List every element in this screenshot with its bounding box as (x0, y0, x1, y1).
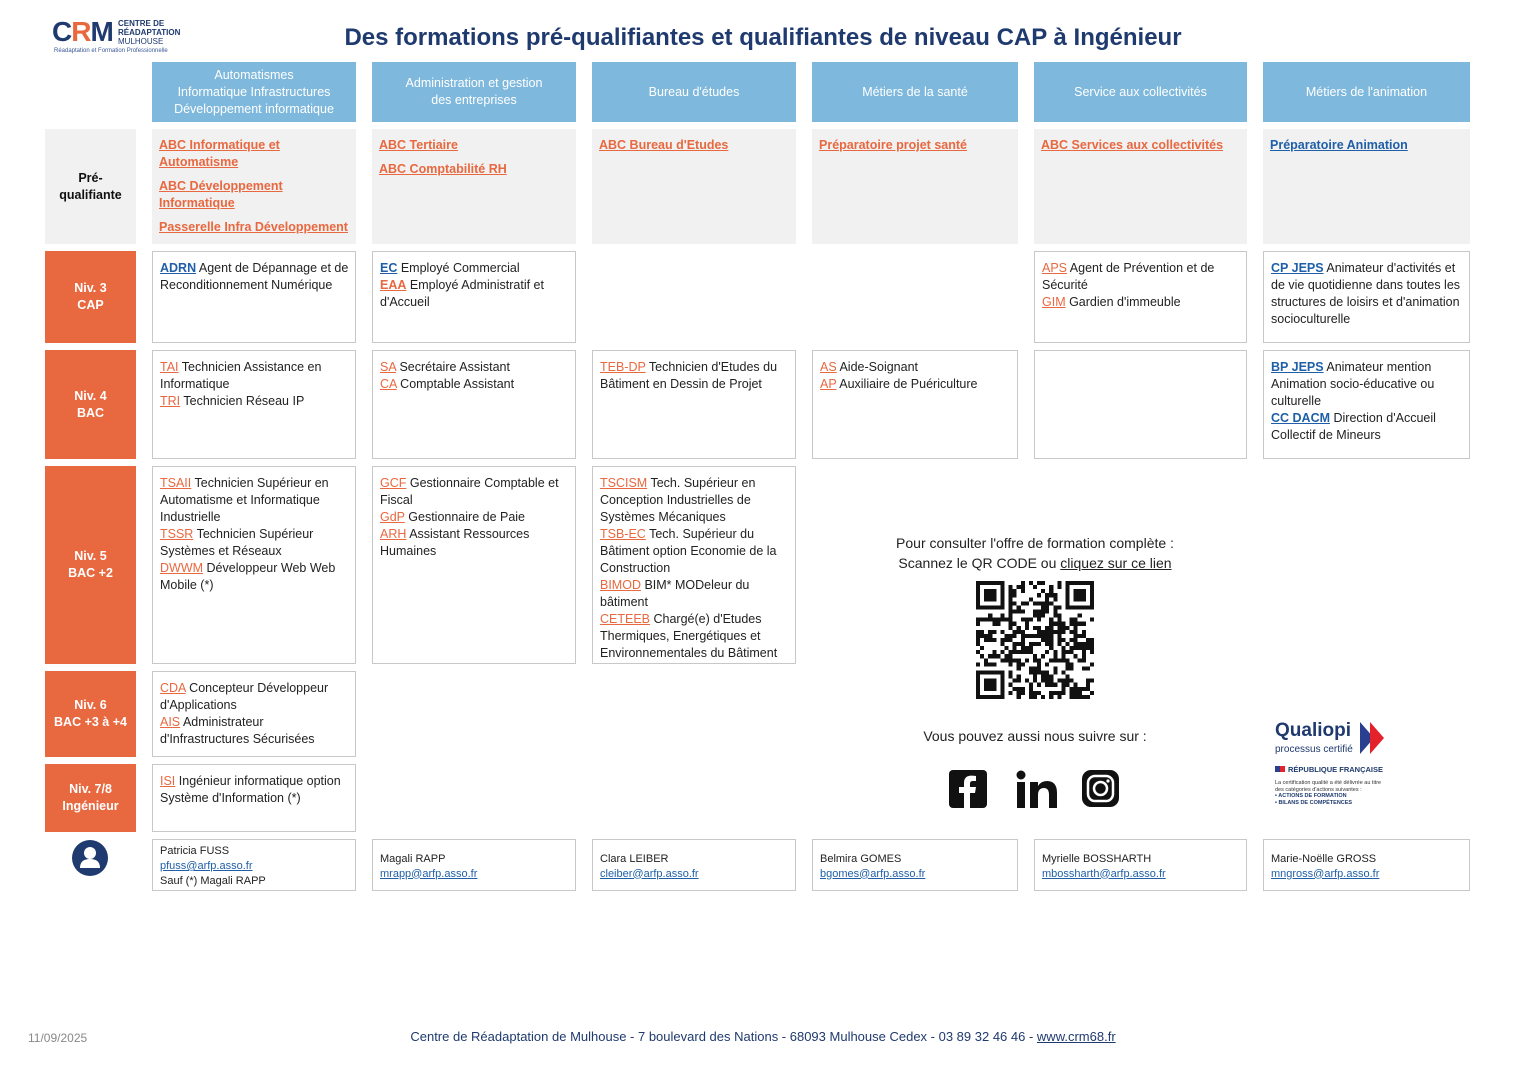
qr-line2: Scannez le QR CODE ou (898, 555, 1061, 571)
row-header-niv7: Niv. 7/8 Ingénieur (45, 764, 136, 832)
contact-name: Belmira GOMES (820, 852, 902, 865)
link-abc-tertiaire[interactable]: ABC Tertiaire (379, 138, 458, 152)
entry-text: Chargé(e) d'Etudes Thermiques, Energétiques et Environnementales du Bâtiment (600, 612, 778, 660)
page-title: Des formations pré-qualifiantes et qualifiantes de niveau CAP à Ingénieur (344, 24, 1182, 51)
person-icon (72, 840, 108, 876)
entry-text: Direction d'Accueil Collectif de Mineurs (1271, 411, 1436, 442)
code-link[interactable]: TAI (160, 360, 179, 374)
entry-text: Ingénieur informatique option Système d'Information (*) (160, 774, 341, 805)
contact-card-4 (812, 839, 1018, 891)
contact-card-5 (1034, 839, 1247, 891)
n4-cell-sante (812, 350, 1018, 459)
entry-text: Technicien Supérieur Systèmes et Réseaux (160, 527, 314, 558)
pre-cell-bureau-etudes (592, 129, 796, 244)
link-abc-services[interactable]: ABC Services aux collectivités (1041, 138, 1224, 152)
entry-text: Employé Administratif et d'Accueil (380, 278, 544, 309)
code-link[interactable]: DWWM (160, 561, 204, 575)
social-caption: Vous pouvez aussi nous suivre sur : (923, 728, 1147, 744)
n3-cell-automatismes (152, 251, 356, 343)
qr-link[interactable]: cliquez sur ce lien (1060, 555, 1172, 571)
code-link[interactable]: ADRN (160, 261, 197, 275)
entry-text: Gestionnaire de Paie (404, 510, 526, 524)
entry-text: Administrateur d'Infrastructures Sécurisées (160, 715, 315, 746)
column-header-animation: Métiers de l'animation (1263, 62, 1470, 122)
entry-as (820, 359, 1011, 376)
code-link[interactable]: GIM (1042, 295, 1066, 309)
contact-email[interactable]: pfuss@arfp.asso.fr (160, 860, 253, 872)
entry-teb-dp (600, 359, 789, 393)
contact-note: Sauf (*) Magali RAPP (160, 875, 266, 887)
logo-line3: MULHOUSE (118, 37, 164, 46)
facebook-icon[interactable] (949, 770, 987, 808)
n5-cell-administration (372, 466, 576, 664)
contact-card-2 (372, 839, 576, 891)
column-header-automatismes: Automatismes Informatique Infrastructures Développement informatique (152, 62, 356, 122)
n5-cell-automatismes (152, 466, 356, 664)
qualiopi-note: La certification qualité a été délivrée au titre des catégories d'actions suivantes : • ACTIONS DE FORMATION • BILANS DE COMPÉTENCES (1275, 780, 1382, 806)
logo-line1: CENTRE DE (118, 19, 165, 28)
qualiopi-arrows-icon (1360, 722, 1394, 754)
logo-tagline: Réadaptation et Formation Professionnelle (54, 48, 168, 54)
n3-cell-animation (1263, 251, 1470, 343)
row-header-niv6: Niv. 6 BAC +3 à +4 (45, 671, 136, 757)
entry-tai (160, 359, 349, 393)
entry-text: Assistant Ressources Humaines (380, 527, 530, 558)
entry-text: Technicien Supérieur en Automatisme et Informatique Industrielle (160, 476, 329, 524)
n4-cell-bureau-etudes (592, 350, 796, 459)
n4-cell-administration (372, 350, 576, 459)
row-header-niv4: Niv. 4 BAC (45, 350, 136, 459)
n3-cell-administration (372, 251, 576, 343)
qualiopi-logo (1272, 720, 1412, 815)
entry-text: Concepteur Développeur d'Applications (160, 681, 329, 712)
pre-cell-automatismes (152, 129, 356, 244)
entry-gcf (380, 475, 569, 509)
entry-tssr (160, 526, 349, 560)
contact-email[interactable]: bgomes@arfp.asso.fr (820, 867, 926, 880)
entry-text: Technicien Réseau IP (180, 394, 305, 408)
n3-cell-collectivites (1034, 251, 1247, 343)
qualiopi-sub: processus certifié (1275, 744, 1353, 755)
entry-cda (160, 680, 349, 714)
entry-text: Auxiliaire de Puériculture (836, 377, 978, 391)
entry-ceteeb (600, 611, 789, 662)
entry-aps (1042, 260, 1240, 294)
code-link[interactable]: TEB-DP (600, 360, 646, 374)
entry-sa (380, 359, 569, 376)
n4-cell-collectivites (1034, 350, 1247, 459)
row-header-niv5: Niv. 5 BAC +2 (45, 466, 136, 664)
footer-website-link[interactable]: www.crm68.fr (1036, 1029, 1116, 1044)
row-header-niv3: Niv. 3 CAP (45, 251, 136, 343)
qr-code[interactable] (976, 581, 1094, 699)
code-link[interactable]: CA (380, 377, 397, 391)
entry-text: Technicien Assistance en Informatique (160, 360, 322, 391)
entry-tsaii (160, 475, 349, 526)
code-link[interactable]: TSSR (160, 527, 194, 541)
code-link[interactable]: EAA (380, 278, 407, 292)
contact-name: Marie-Noëlle GROSS (1271, 852, 1377, 865)
contact-email[interactable]: mngross@arfp.asso.fr (1271, 867, 1380, 880)
contact-card-3 (592, 839, 796, 891)
code-link[interactable]: AIS (160, 715, 181, 729)
code-link[interactable]: CP JEPS (1271, 261, 1324, 275)
code-link[interactable]: GdP (380, 510, 405, 524)
code-link[interactable]: APS (1042, 261, 1068, 275)
entry-bp-jeps (1271, 359, 1463, 410)
entry-bimod (600, 577, 789, 611)
pre-cell-sante (812, 129, 1018, 244)
n6-cell-automatismes (152, 671, 356, 757)
code-link[interactable]: CDA (160, 681, 186, 695)
code-link[interactable]: GCF (380, 476, 407, 490)
link-abc-informatique[interactable]: ABC Informatique et Automatisme (159, 138, 280, 169)
pre-cell-animation (1263, 129, 1470, 244)
link-abc-bureau-etudes[interactable]: ABC Bureau d'Etudes (599, 138, 729, 152)
link-abc-developpement[interactable]: ABC Développement Informatique (159, 179, 283, 210)
qr-line1: Pour consulter l'offre de formation complète : (896, 535, 1174, 551)
code-link[interactable]: BP JEPS (1271, 360, 1324, 374)
n4-cell-animation (1263, 350, 1470, 459)
entry-text: Développeur Web Web Mobile (*) (160, 561, 336, 592)
code-link[interactable]: AP (820, 377, 837, 391)
contact-name: Myrielle BOSSHARTH (1042, 852, 1152, 865)
entry-tsb-ec (600, 526, 789, 577)
entry-dwwm (160, 560, 349, 594)
link-preparatoire-animation[interactable]: Préparatoire Animation (1270, 138, 1408, 152)
entry-text: Tech. Supérieur en Conception Industrielles de Systèmes Mécaniques (600, 476, 756, 524)
qualiopi-rf: RÉPUBLIQUE FRANÇAISE (1275, 765, 1383, 774)
contact-name: Patricia FUSS (160, 845, 230, 857)
link-preparatoire-sante[interactable]: Préparatoire projet santé (819, 138, 967, 152)
entry-tscism (600, 475, 789, 526)
contact-card-6 (1263, 839, 1470, 891)
entry-text: Agent de Prévention et de Sécurité (1042, 261, 1215, 292)
code-link[interactable]: ARH (380, 527, 407, 541)
logo-line2: RÉADAPTATION (118, 28, 181, 37)
entry-text: Technicien d'Etudes du Bâtiment en Dessin de Projet (600, 360, 778, 391)
code-link[interactable]: CC DACM (1271, 411, 1331, 425)
contact-card-1 (152, 839, 356, 891)
entry-isi (160, 773, 349, 807)
footer-date: 11/09/2025 (28, 1031, 88, 1045)
code-link[interactable]: TSB-EC (600, 527, 646, 541)
link-abc-comptabilite[interactable]: ABC Comptabilité RH (379, 162, 507, 176)
contact-email[interactable]: mbossharth@arfp.asso.fr (1042, 867, 1166, 880)
code-link[interactable]: CETEEB (600, 612, 651, 626)
contact-name: Clara LEIBER (600, 852, 669, 865)
entry-text: Animateur mention Animation socio-éducative ou culturelle (1271, 360, 1435, 408)
entry-text: Animateur d'activités et de vie quotidienne dans toutes les structures de loisirs et d'animation socioculturelle (1271, 261, 1461, 326)
code-link[interactable]: TSAII (160, 476, 192, 490)
qualiopi-brand: Qualiopi (1275, 720, 1351, 741)
entry-text: Comptable Assistant (396, 377, 515, 391)
footer-address (0, 1029, 1526, 1044)
entry-ap (820, 376, 1011, 393)
n4-cell-automatismes (152, 350, 356, 459)
column-header-administration: Administration et gestion des entreprises (372, 62, 576, 122)
logo-brand: CRM (52, 16, 113, 47)
code-link[interactable]: TSCISM (600, 476, 648, 490)
entry-text: BIM* MODeleur du bâtiment (600, 578, 750, 609)
footer-text: Centre de Réadaptation de Mulhouse - 7 boulevard des Nations - 68093 Mulhouse Cedex - 03 89 32 46 46 - (410, 1029, 1037, 1044)
entry-cp-jeps (1271, 260, 1463, 328)
code-link[interactable]: TRI (160, 394, 181, 408)
column-header-collectivites: Service aux collectivités (1034, 62, 1247, 122)
code-link[interactable]: AS (820, 360, 837, 374)
entry-text: Gardien d'immeuble (1065, 295, 1181, 309)
column-header-bureau-etudes: Bureau d'études (592, 62, 796, 122)
contact-email[interactable]: mrapp@arfp.asso.fr (380, 867, 478, 880)
link-passerelle-infra[interactable]: Passerelle Infra Développement (159, 220, 348, 234)
entry-arh (380, 526, 569, 560)
linkedin-icon[interactable] (1016, 770, 1058, 808)
pre-cell-collectivites (1034, 129, 1247, 244)
entry-ca (380, 376, 569, 393)
code-link[interactable]: ISI (160, 774, 176, 788)
entry-adrn (160, 260, 349, 294)
entry-ec (380, 260, 569, 277)
code-link[interactable]: EC (380, 261, 398, 275)
column-header-sante: Métiers de la santé (812, 62, 1018, 122)
entry-text: Tech. Supérieur du Bâtiment option Economie de la Construction (600, 527, 777, 575)
entry-text: Secrétaire Assistant (396, 360, 510, 374)
contact-name: Magali RAPP (380, 852, 446, 865)
entry-text: Gestionnaire Comptable et Fiscal (380, 476, 559, 507)
entry-text: Aide-Soignant (836, 360, 918, 374)
entry-text: Agent de Dépannage et de Reconditionnement Numérique (160, 261, 349, 292)
entry-gim (1042, 294, 1240, 311)
contact-email[interactable]: cleiber@arfp.asso.fr (600, 867, 699, 880)
pre-cell-administration (372, 129, 576, 244)
instagram-icon[interactable] (1082, 770, 1119, 807)
code-link[interactable]: SA (380, 360, 396, 374)
n5-cell-bureau-etudes (592, 466, 796, 664)
qr-caption (860, 533, 1210, 573)
n7-cell-automatismes (152, 764, 356, 832)
entry-text: Employé Commercial (397, 261, 520, 275)
entry-gdp (380, 509, 569, 526)
row-header-pre-qualifiante: Pré- qualifiante (45, 129, 136, 244)
entry-cc-dacm (1271, 410, 1463, 444)
entry-ais (160, 714, 349, 748)
code-link[interactable]: BIMOD (600, 578, 641, 592)
entry-tri (160, 393, 349, 410)
entry-eaa (380, 277, 569, 311)
